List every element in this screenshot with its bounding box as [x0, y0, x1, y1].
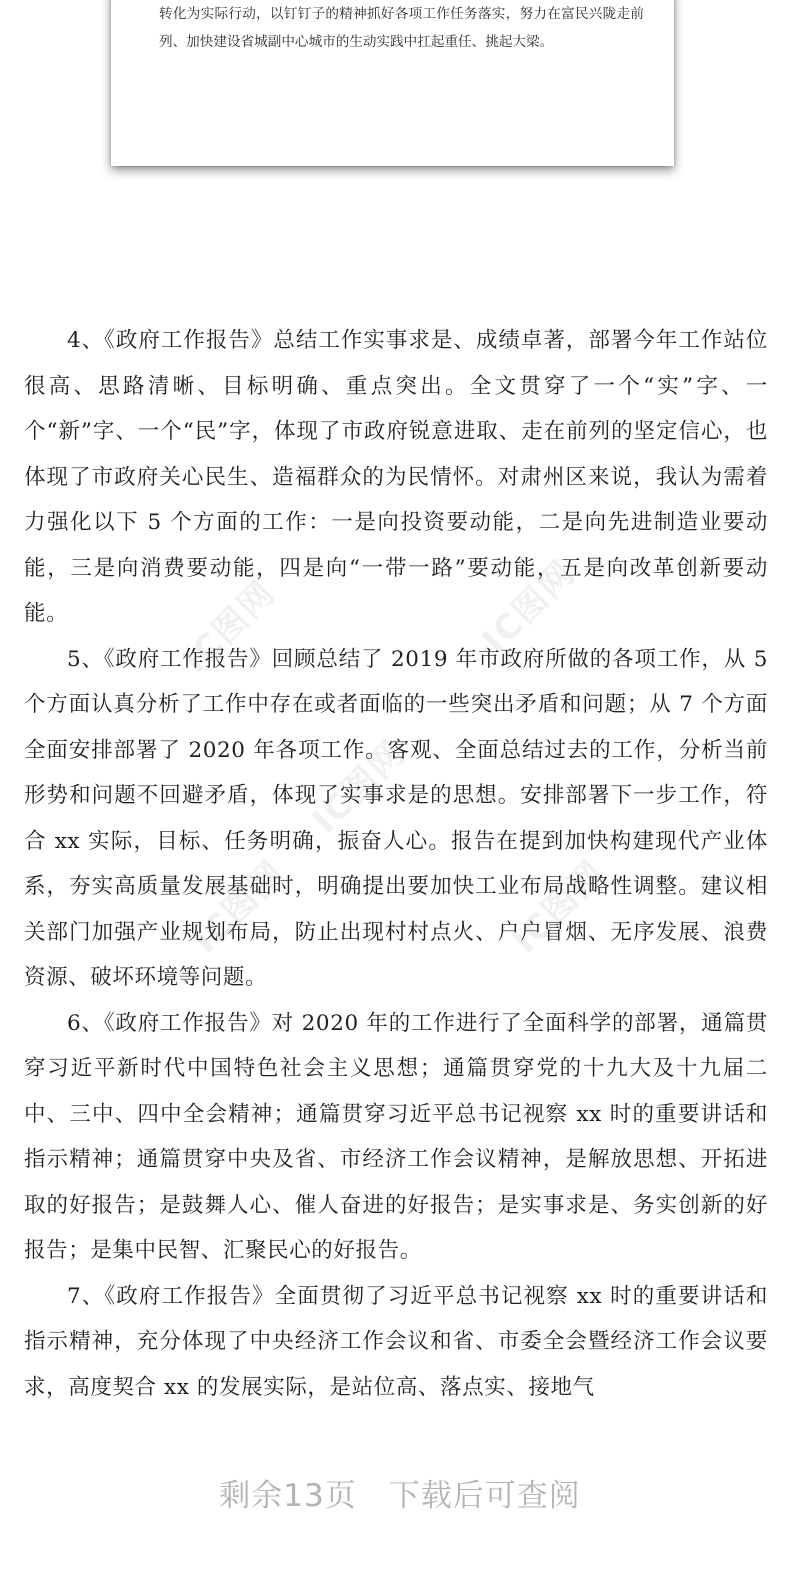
- paragraph-6: 6、《政府工作报告》对 2020 年的工作进行了全面科学的部署，通篇贯穿习近平新时代中国特色社会主义思想；通篇贯穿党的十九大及十九届二中、三中、四中全会精神；通篇贯穿习近平总书记视察 xx 时的重要讲话和指示精神；通篇贯穿中央及省、市经济工作会议精神，是解放思想、开拓进取的好报告；是鼓舞人心、催人奋进的好报告；是实事求是、务实创新的好报告；是集中民智、汇聚民心的好报告。: [24, 1010, 768, 1263]
- watermark: IC图网: [504, 852, 614, 962]
- download-to-view-text: 下载后可查阅: [388, 1478, 581, 1514]
- watermark: IC图网: [474, 552, 584, 662]
- paragraph-5: 5、《政府工作报告》回顾总结了 2019 年市政府所做的各项工作，从 5 个方面认真分析了工作中存在或者面临的一些突出矛盾和问题；从 7 个方面全面安排部署了 2020 年各项工作。客观、全面总结过去的工作，分析当前形势和问题不回避矛盾，体现了实事求是的思想。安排部署下一步工作，符合 xx 实际，目标、任务明确，振奋人心。报告在提到加快构建现代产业体系，夯实高质量发展基础时，明确提出要加快工业布局战略性调整。建议相关部门加强产业规划布局，防止出现村村点火、户户冒烟、无序发展、浪费资源、破坏环境等问题。: [24, 646, 768, 990]
- remaining-pages-banner[interactable]: [0, 1470, 800, 1515]
- document-body: [24, 318, 768, 1410]
- remaining-pages-text: 剩余13页: [219, 1478, 357, 1514]
- watermark: IC图网: [304, 732, 414, 842]
- preview-text: 转化为实际行动，以钉钉子的精神抓好各项工作任务落实，努力在富民兴陇走前列、加快建设省城副中心城市的生动实践中扛起重任、挑起大梁。: [159, 6, 644, 50]
- previous-page-preview: [111, 0, 674, 166]
- watermark: IC图网: [174, 572, 284, 682]
- watermark: IC图网: [184, 852, 294, 962]
- paragraph-4: 4、《政府工作报告》总结工作实事求是、成绩卓著，部署今年工作站位很高、思路清晰、目标明确、重点突出。全文贯穿了一个“实”字、一个“新”字、一个“民”字，体现了市政府锐意进取、走在前列的坚定信心，也体现了市政府关心民生、造福群众的为民情怀。对肃州区来说，我认为需着力强化以下 5 个方面的工作：一是向投资要动能，二是向先进制造业要动能，三是向消费要动能，四是向“一带一路”要动能，五是向改革创新要动能。: [24, 328, 768, 626]
- paragraph-7: 7、《政府工作报告》全面贯彻了习近平总书记视察 xx 时的重要讲话和指示精神，充分体现了中央经济工作会议和省、市委全会暨经济工作会议要求，高度契合 xx 的发展实际，是站位高、落点实、接地气: [24, 1283, 768, 1400]
